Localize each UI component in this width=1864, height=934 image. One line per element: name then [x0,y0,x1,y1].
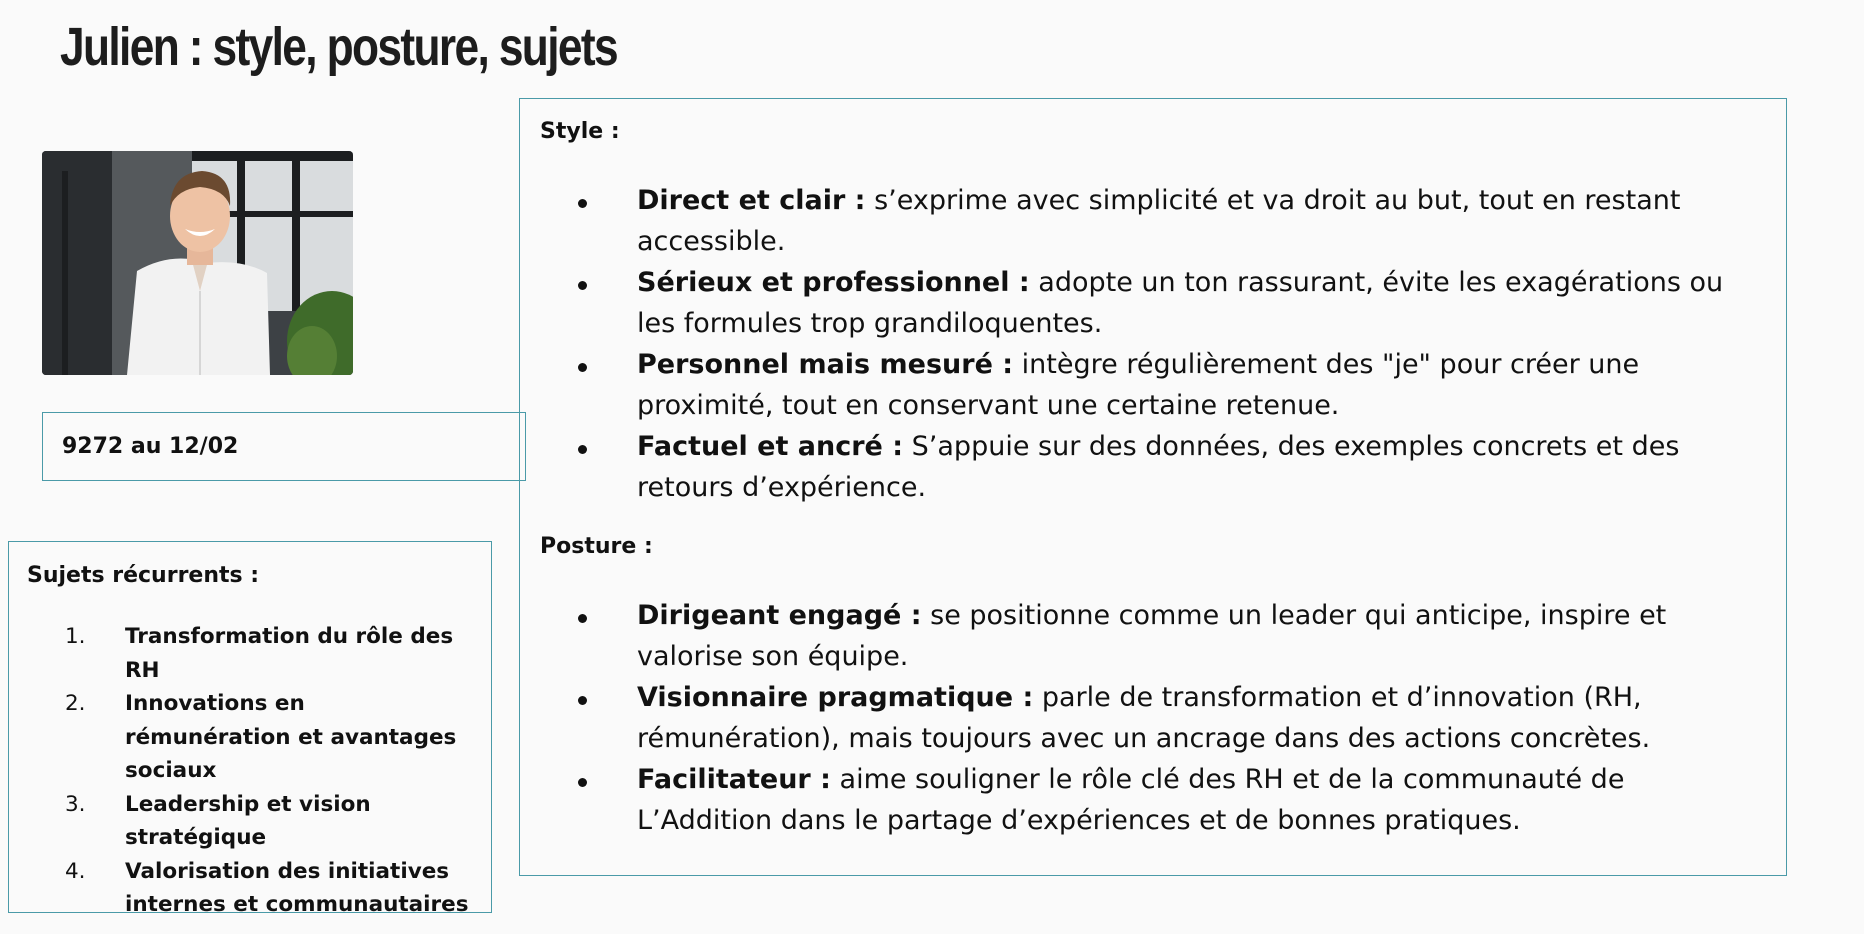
list-number: 3. [65,791,86,817]
list-text: Leadership et vision stratégique [125,791,371,850]
list-item [27,855,491,922]
item-label: Personnel mais mesuré : [637,349,1014,380]
bullet-icon [578,614,587,623]
item-text: intègre régulièrement des "je" pour créer une proximité, tout en conservant une certaine retenue. [637,349,1640,421]
list-item [540,595,1786,677]
bullet-icon [578,445,587,454]
list-item [540,426,1786,508]
topics-list [27,620,491,922]
posture-heading: Posture : [540,534,653,559]
list-item [540,262,1786,344]
bullet-icon [578,199,587,208]
item-text: aime souligner le rôle clé des RH et de la communauté de L’Addition dans le partage d’expériences et de bonnes pratiques. [637,764,1625,836]
item-label: Facilitateur : [637,764,831,795]
item-text: se positionne comme un leader qui anticipe, inspire et valorise son équipe. [637,600,1667,672]
list-item [27,620,491,687]
posture-list [540,595,1786,841]
list-item [27,687,491,788]
list-text: Transformation du rôle des RH [125,624,454,683]
topics-heading: Sujets récurrents : [27,563,260,588]
style-posture-box [519,98,1787,876]
item-label: Dirigeant engagé : [637,600,922,631]
bullet-icon [578,696,587,705]
list-number: 4. [65,858,86,884]
count-text: 9272 au 12/02 [62,434,239,459]
item-text: s’exprime avec simplicité et va droit au but, tout en restant accessible. [637,185,1681,257]
style-heading: Style : [540,119,620,144]
list-item [540,344,1786,426]
page-title: Julien : style, posture, sujets [60,17,617,77]
list-item [540,180,1786,262]
list-number: 2. [65,691,86,716]
count-box [42,412,526,481]
bullet-icon [578,363,587,372]
item-label: Visionnaire pragmatique : [637,682,1034,713]
list-text: Innovations en rémunération et avantages sociaux [125,691,457,783]
style-list [540,180,1786,508]
item-text: S’appuie sur des données, des exemples concrets et des retours d’expérience. [637,431,1680,503]
bullet-icon [578,281,587,290]
list-item [27,788,491,855]
item-label: Sérieux et professionnel : [637,267,1030,298]
list-number: 1. [65,624,86,649]
item-text: adopte un ton rassurant, évite les exagérations ou les formules trop grandiloquentes. [637,267,1724,339]
portrait-photo [42,151,353,375]
item-text: parle de transformation et d’innovation (RH, rémunération), mais toujours avec un ancrage dans des actions concrètes. [637,682,1651,754]
bullet-icon [578,778,587,787]
item-label: Factuel et ancré : [637,431,904,462]
item-label: Direct et clair : [637,185,866,216]
topics-box [8,541,492,917]
list-item [540,677,1786,759]
list-text: Valorisation des initiatives internes et communautaires [125,858,469,917]
list-item [540,759,1786,841]
